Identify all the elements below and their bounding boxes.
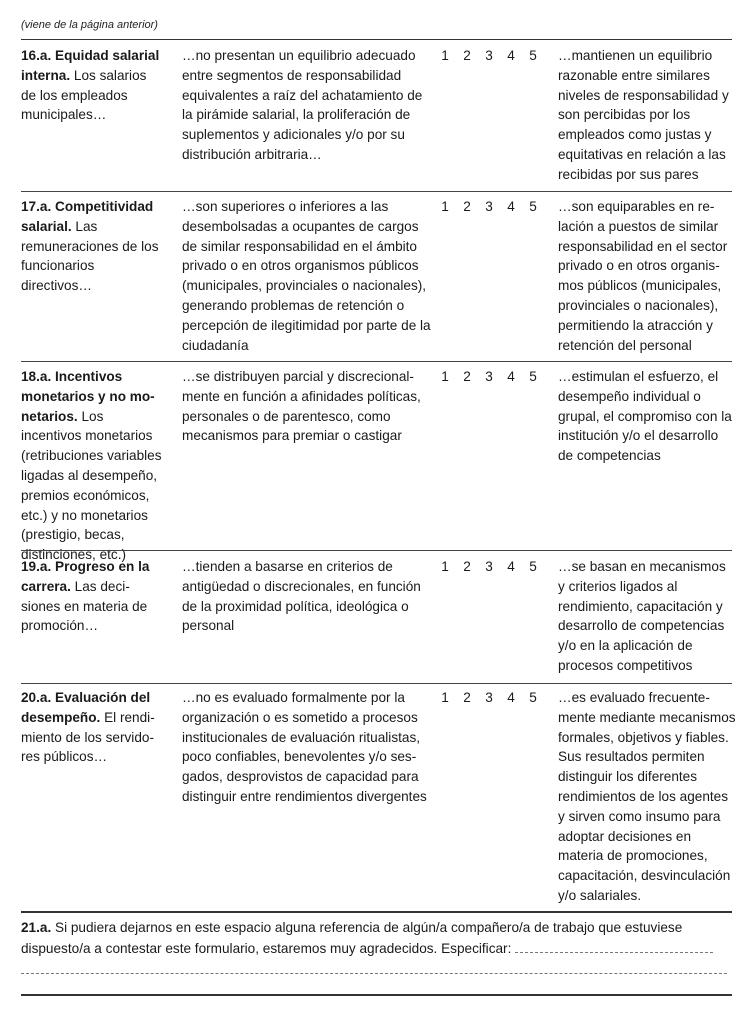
- rating-option-2[interactable]: 2: [463, 199, 471, 214]
- high-anchor-text: …son equiparables en relación a puestos de similar responsabilidad en el sector privado o en otros organismos públicos (municipales, provinciales o nacionales), permitiendo la atracción y retención del personal: [558, 199, 728, 353]
- high-anchor-text: …estimulan el esfuerzo, el desempeño individual o grupal, el compromiso con la institución y/o el desarrollo de competencias: [558, 369, 732, 464]
- rating-option-3[interactable]: 3: [485, 369, 493, 384]
- question-title-rest: Los salarios de los empleados municipales…: [21, 67, 147, 123]
- rating-option-1[interactable]: 1: [441, 369, 449, 384]
- question-title: [21, 557, 163, 636]
- section-divider: [21, 911, 732, 913]
- question-title-rest: El rendimiento de los servidores públicos…: [21, 709, 155, 765]
- question-21: [21, 917, 732, 959]
- question-21-number: 21.a.: [21, 920, 52, 935]
- rating-option-5[interactable]: 5: [529, 48, 537, 63]
- low-anchor-text: …tienden a basarse en criterios de antigüedad o discrecionales, en función de la proximidad política, ideológica o personal: [182, 559, 421, 634]
- rating-option-5[interactable]: 5: [529, 199, 537, 214]
- rating-option-5[interactable]: 5: [529, 369, 537, 384]
- question-title-bold: 17.a. Competitividad salarial.: [21, 199, 154, 234]
- row-divider: [21, 550, 732, 551]
- continued-note: (viene de la página anterior): [21, 19, 158, 31]
- rating-option-1[interactable]: 1: [441, 199, 449, 214]
- question-title-bold: 20.a. Evaluación del desempeño.: [21, 690, 151, 725]
- low-anchor-text: …no presentan un equilibrio adecuado entre segmentos de responsabilidad equivalentes a raíz del achatamiento de la pirámide salarial, la proliferación de suplementos y adicionales y/o por su distribución arbitraria…: [182, 48, 423, 162]
- rating-scale[interactable]: [434, 46, 544, 66]
- rating-scale[interactable]: [434, 197, 544, 217]
- row-divider: [21, 361, 732, 362]
- rating-option-4[interactable]: 4: [507, 369, 515, 384]
- bottom-divider: [21, 994, 732, 996]
- question-title: [21, 197, 163, 296]
- question-title: [21, 688, 163, 767]
- rating-option-1[interactable]: 1: [441, 48, 449, 63]
- high-anchor-text: …es evaluado frecuentemente mediante mecanismos formales, objetivos y fiables. Sus resultados permiten distinguir los diferentes rendimientos de los agentes y sirven como insumo para adoptar decisiones en materia de promociones, capacitación, desvinculación y/o salariales.: [558, 690, 736, 903]
- question-title-rest: Las decisiones en materia de promoción…: [21, 578, 148, 634]
- rating-option-4[interactable]: 4: [507, 48, 515, 63]
- low-anchor-text: …son superiores o inferiores a las desembolsadas a ocupantes de cargos de similar responsabilidad en el ámbito privado o en otros organismos públicos (municipales, provinciales o nacionales), generando problemas de retención o percepción de ilegitimidad por parte de la ciudadanía: [182, 199, 431, 353]
- high-anchor-text: …mantienen un equilibrio razonable entre similares niveles de responsabilidad y son percibidas por los empleados como justas y equitativas en relación a las recibidas por sus pares: [558, 48, 729, 182]
- rating-scale[interactable]: [434, 688, 544, 708]
- reference-input-line[interactable]: [515, 940, 713, 953]
- question-title-rest: Las remuneraciones de los funcionarios directivos…: [21, 218, 159, 294]
- rating-option-3[interactable]: 3: [485, 48, 493, 63]
- rating-option-4[interactable]: 4: [507, 690, 515, 705]
- question-title: [21, 46, 163, 125]
- rating-option-3[interactable]: 3: [485, 690, 493, 705]
- rating-option-2[interactable]: 2: [463, 48, 471, 63]
- rating-option-4[interactable]: 4: [507, 199, 515, 214]
- rating-scale[interactable]: [434, 557, 544, 577]
- rating-option-2[interactable]: 2: [463, 369, 471, 384]
- question-title-bold: 16.a. Equidad salarial interna.: [21, 48, 160, 83]
- question-21-text: Si pudiera dejarnos en este espacio alguna referencia de algún/a compañero/a de trabajo que estuviese dispuesto/a a contestar este formulario, estaremos muy agradecidos. Especificar:: [21, 920, 683, 956]
- rating-option-1[interactable]: 1: [441, 559, 449, 574]
- rating-option-5[interactable]: 5: [529, 559, 537, 574]
- question-title: [21, 367, 163, 565]
- reference-input-line-2[interactable]: [21, 973, 727, 974]
- low-anchor-text: …se distribuyen parcial y discrecionalmente en función a afinidades políticas, personales o de parentesco, como mecanismos para premiar o castigar: [182, 369, 421, 444]
- question-title-bold: 18.a. Incentivos monetarios y no monetarios.: [21, 369, 155, 424]
- rating-option-2[interactable]: 2: [463, 690, 471, 705]
- rating-option-1[interactable]: 1: [441, 690, 449, 705]
- rating-option-2[interactable]: 2: [463, 559, 471, 574]
- top-divider: [21, 39, 732, 40]
- rating-option-3[interactable]: 3: [485, 199, 493, 214]
- row-divider: [21, 191, 732, 192]
- question-title-rest: Los incentivos monetarios (retribuciones variables ligadas al desempeño, premios económicos, etc.) y no monetarios (prestigio, becas, distinciones, etc.): [21, 408, 162, 563]
- rating-scale[interactable]: [434, 367, 544, 387]
- question-title-bold: 19.a. Progreso en la carrera.: [21, 559, 150, 594]
- rating-option-5[interactable]: 5: [529, 690, 537, 705]
- row-divider: [21, 683, 732, 684]
- low-anchor-text: …no es evaluado formalmente por la organización o es sometido a procesos institucionales de evaluación ritualistas, poco confiables, benevolentes y/o sesgados, desprovistos de capacidad para distinguir entre rendimientos divergentes: [182, 690, 427, 804]
- rating-option-4[interactable]: 4: [507, 559, 515, 574]
- high-anchor-text: …se basan en mecanismos y criterios ligados al rendimiento, capacitación y desarrollo de competencias y/o en la aplicación de procesos competitivos: [558, 559, 726, 673]
- rating-option-3[interactable]: 3: [485, 559, 493, 574]
